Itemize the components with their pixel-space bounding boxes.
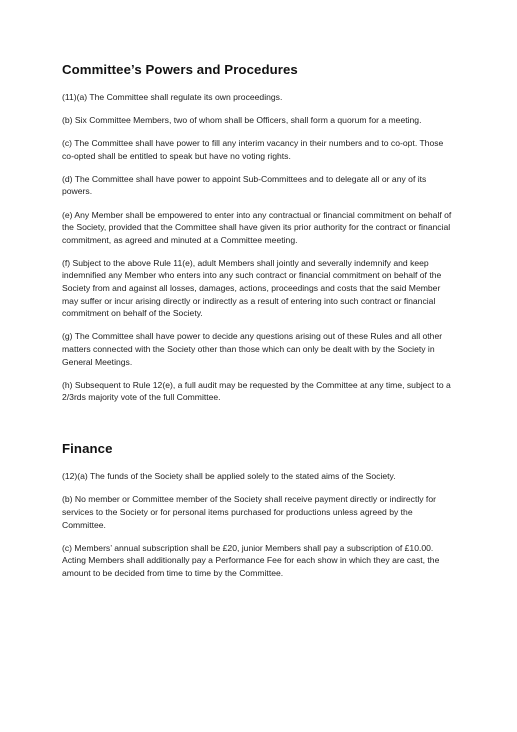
rule-11c: (c) The Committee shall have power to fill any interim vacancy in their numbers and to co-opt. Those co-opted shall be entitled to speak but have no voting rights. — [62, 138, 444, 161]
rule-12b: (b) No member or Committee member of the Society shall receive payment directly or indirectly for services to the Society or for personal items purchased for productions unless agreed by the Committee. — [62, 494, 436, 530]
section-title: Committee’s Powers and Procedures — [62, 62, 298, 77]
rule-12c: (c) Members’ annual subscription shall be £20, junior Members shall pay a subscription of £10.00. Acting Members shall additionally pay a Performance Fee for each show in which they are cast, the amount to be decided from time to time by the Committee. — [62, 542, 440, 578]
rule-11d: (d) The Committee shall have power to appoint Sub-Committees and to delegate all or any of its powers. — [62, 173, 427, 197]
rule-11e: (e) Any Member shall be empowered to enter into any contractual or financial commitment on behalf of the Society, provided that the Committee shall have given its prior authority for the contract or financial commitment, as agreed and minuted at a Committee meeting. — [62, 209, 452, 245]
section-title: Finance — [62, 441, 113, 457]
rule-12a: (12)(a) The funds of the Society shall be applied solely to the stated aims of the Society. — [62, 471, 396, 482]
section-finance — [62, 441, 457, 579]
document-page — [62, 62, 457, 590]
rule-11a: (11)(a) The Committee shall regulate its own proceedings. — [62, 92, 283, 102]
rule-11g: (g) The Committee shall have power to decide any questions arising out of these Rules and all other matters connected with the Society other than those which can only be dealt with by the Society in General Meetings. — [62, 331, 443, 367]
section-committee-powers — [62, 62, 457, 404]
section-spacer — [62, 414, 457, 441]
rule-11h: (h) Subsequent to Rule 12(e), a full audit may be requested by the Committee at any time, subject to a 2/3rds majority vote of the full Committee. — [62, 379, 451, 403]
rule-11f: (f) Subject to the above Rule 11(e), adult Members shall jointly and severally indemnify and keep indemnified any Member who enters into any such contract or financial commitment on behalf of the Society from and against all losses, damages, actions, proceedings and costs that the said Member may suffer or incur arising directly or indirectly as a result of entering into such contract or financial commitment on behalf of the Society. — [62, 257, 442, 319]
rule-11b: (b) Six Committee Members, two of whom shall be Officers, shall form a quorum for a meeting. — [62, 115, 422, 126]
